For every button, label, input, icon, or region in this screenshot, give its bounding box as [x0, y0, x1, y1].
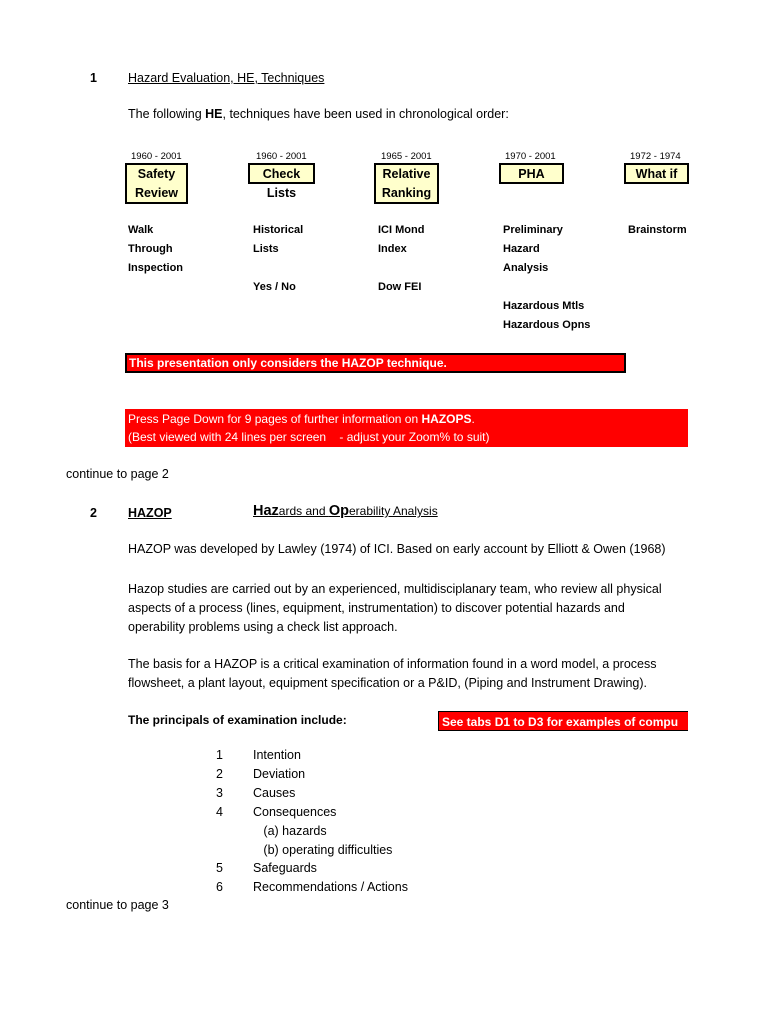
technique-items-safety-review — [128, 221, 183, 278]
section1-intro — [128, 107, 509, 121]
technique-box-line: Safety — [137, 167, 176, 181]
technique-item: Through — [128, 243, 173, 255]
paragraph-line: flowsheet, a plant layout, equipment specification or a P&ID, (Piping and Instrument Drawing). — [128, 676, 648, 690]
technique-box-what-if — [624, 163, 689, 184]
continue-page-3: continue to page 3 — [66, 898, 169, 912]
page-down-text: Press Page Down for 9 pages of further information on — [128, 412, 422, 426]
list-item-text: Recommendations / Actions — [253, 880, 408, 895]
technique-years: 1960 - 2001 — [256, 151, 307, 162]
list-item-number: 1 — [216, 748, 223, 762]
intro-text-after: , techniques have been used in chronological order: — [222, 107, 509, 121]
technique-item: Brainstorm — [628, 224, 687, 236]
list-item — [200, 803, 408, 822]
page-down-notice — [125, 409, 688, 447]
list-item-number: 2 — [216, 766, 223, 781]
paragraph-line: aspects of a process (lines, equipment, instrumentation) to discover potential hazards and — [128, 601, 625, 615]
list-item — [200, 859, 408, 878]
technique-box-line: Review — [134, 186, 179, 200]
technique-item: Preliminary — [503, 224, 563, 236]
technique-item: Analysis — [503, 262, 549, 274]
intro-text-before: The following — [128, 107, 206, 121]
tabs-notice — [438, 711, 688, 731]
list-item — [200, 841, 408, 860]
list-item-text: Safeguards — [253, 861, 317, 876]
hazop-history-paragraph: HAZOP was developed by Lawley (1974) of ICI. Based on early account by Elliott & Owen (1968) — [128, 542, 666, 556]
technique-item: Historical — [253, 224, 304, 236]
technique-items-check-lists — [253, 221, 303, 297]
technique-item: Hazardous Mtls — [503, 300, 585, 312]
hazop-only-notice-text: This presentation only considers the HAZOP technique. — [129, 356, 447, 370]
technique-years: 1970 - 2001 — [505, 151, 556, 162]
paragraph-line: operability problems using a check list approach. — [128, 620, 398, 634]
page-down-line1 — [128, 410, 685, 428]
technique-box-line: What if — [635, 167, 678, 181]
technique-years: 1965 - 2001 — [381, 151, 432, 162]
technique-years: 1972 - 1974 — [630, 151, 681, 162]
page-down-period: . — [471, 412, 475, 426]
section2-number: 2 — [90, 506, 97, 520]
technique-items-pha — [503, 221, 590, 335]
technique-item: ICI Mond — [378, 224, 425, 236]
list-item — [200, 784, 408, 803]
list-item — [200, 878, 408, 897]
technique-item: Dow FEI — [378, 281, 422, 293]
list-item-text: (b) operating difficulties — [253, 842, 393, 857]
technique-box-safety-review — [125, 163, 188, 204]
list-item-number: 5 — [216, 861, 223, 876]
section1-title: Hazard Evaluation, HE, Techniques — [128, 71, 325, 85]
list-item — [200, 765, 408, 784]
technique-box-line: Check Lists — [262, 167, 301, 200]
list-item-number: 4 — [216, 804, 223, 819]
list-item-text: Causes — [253, 785, 296, 800]
list-item-text: (a) hazards — [253, 823, 327, 838]
list-item — [200, 746, 408, 765]
subtitle-op: Op — [328, 503, 349, 519]
subtitle-haz: Haz — [253, 503, 279, 519]
hazop-basis-paragraph — [128, 655, 657, 693]
continue-page-2: continue to page 2 — [66, 467, 169, 481]
technique-box-relative-ranking — [374, 163, 439, 204]
list-item-text: Intention — [253, 748, 301, 762]
intro-text-he: HE — [205, 107, 223, 121]
tabs-notice-text: See tabs D1 to D3 for examples of compu — [442, 715, 679, 729]
principals-heading: The principals of examination include: — [128, 713, 347, 727]
technique-item: Lists — [253, 243, 279, 255]
technique-item: Yes / No — [253, 281, 296, 293]
technique-item: Walk — [128, 224, 154, 236]
technique-items-what-if — [628, 221, 687, 240]
principles-list — [200, 746, 408, 897]
list-item-number: 6 — [216, 880, 223, 895]
section2-title: HAZOP — [128, 506, 172, 520]
paragraph-line: Hazop studies are carried out by an experienced, multidisciplanary team, who review all physical — [128, 582, 662, 596]
section1-number: 1 — [90, 71, 97, 85]
subtitle-ards: ards and — [278, 504, 329, 518]
list-item-text: Consequences — [253, 804, 337, 819]
technique-items-relative-ranking — [378, 221, 424, 297]
technique-box-line: PHA — [518, 167, 545, 181]
list-item-number: 3 — [216, 785, 223, 800]
hazop-team-paragraph — [128, 580, 662, 637]
technique-box-pha — [499, 163, 564, 184]
technique-years: 1960 - 2001 — [131, 151, 182, 162]
list-item-text: Deviation — [253, 766, 306, 781]
technique-item: Hazard — [503, 243, 540, 255]
section2-subtitle — [253, 503, 438, 519]
hazop-only-notice — [125, 353, 626, 373]
technique-item: Index — [378, 243, 407, 255]
technique-item: Inspection — [128, 262, 184, 274]
technique-item: Hazardous Opns — [503, 319, 591, 331]
technique-box-line: Relative — [382, 167, 431, 181]
page-down-hazops: HAZOPS — [421, 412, 472, 426]
paragraph-line: The basis for a HAZOP is a critical examination of information found in a word model, a process — [128, 657, 657, 671]
subtitle-rest: erability Analysis — [348, 504, 438, 518]
technique-box-check-lists — [248, 163, 315, 200]
page-down-line2: (Best viewed with 24 lines per screen - adjust your Zoom% to suit) — [128, 430, 490, 444]
list-item — [200, 822, 408, 841]
technique-box-line: Ranking — [381, 186, 432, 200]
